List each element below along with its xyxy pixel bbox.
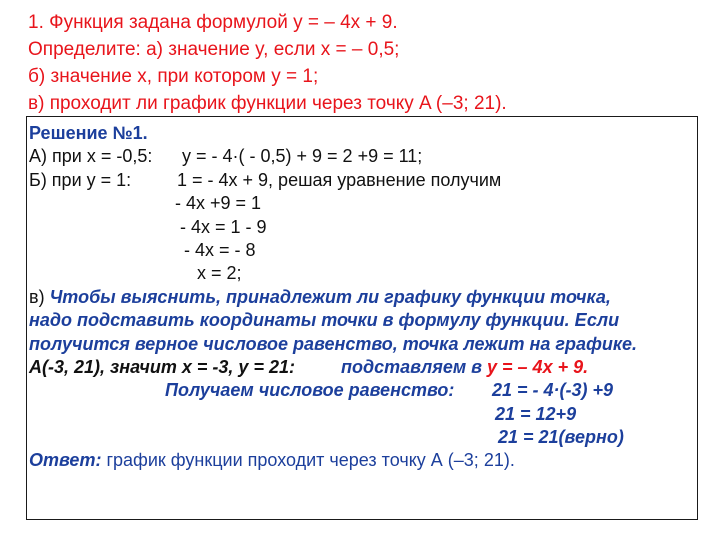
substitute-formula: у = – 4х + 9. bbox=[487, 356, 589, 377]
part-v-line-1 bbox=[29, 286, 699, 309]
step-2-text: - 4х = 1 - 9 bbox=[180, 216, 267, 237]
solution-block bbox=[29, 122, 699, 473]
part-a-work: у = - 4·( - 0,5) + 9 = 2 +9 = 11; bbox=[182, 146, 423, 167]
answer-row bbox=[29, 449, 699, 472]
equality-row bbox=[29, 379, 699, 402]
point-text: А(-3, 21), значит х = -3, у = 21: bbox=[29, 356, 295, 377]
part-b-label: Б) при у = 1: bbox=[29, 169, 132, 190]
equality-3: 21 = 21(верно) bbox=[498, 427, 624, 448]
problem-line-4: в) проходит ли график функции через точку A (–3; 21). bbox=[28, 93, 507, 114]
part-b-step-3 bbox=[29, 239, 699, 262]
part-b-row bbox=[29, 169, 699, 192]
problem-statement bbox=[28, 9, 507, 117]
step-3-text: - 4х = - 8 bbox=[184, 239, 256, 260]
part-b-step-2 bbox=[29, 216, 699, 239]
part-v-text-1: Чтобы выяснить, принадлежит ли графику функции точка, bbox=[49, 286, 611, 307]
substitute-line bbox=[341, 356, 588, 379]
solution-heading: Решение №1. bbox=[29, 123, 148, 143]
equality-1: 21 = - 4·(-3) +9 bbox=[492, 380, 614, 401]
part-v-line-3: получится верное числовое равенство, точка лежит на графике. bbox=[29, 333, 638, 354]
part-b-step-4 bbox=[29, 262, 699, 285]
answer-label: Ответ: bbox=[29, 450, 102, 471]
step-4-text: х = 2; bbox=[197, 263, 242, 284]
part-a-label: А) при х = -0,5: bbox=[29, 146, 153, 167]
part-a-row bbox=[29, 145, 699, 168]
equality-row-3 bbox=[29, 426, 699, 449]
substitute-text: подставляем в bbox=[341, 356, 488, 377]
equality-2: 21 = 12+9 bbox=[495, 403, 577, 424]
equality-row-2 bbox=[29, 403, 699, 426]
problem-line-3: б) значение x, при котором y = 1; bbox=[28, 66, 319, 87]
answer-text: график функции проходит через точку А (–3; 21). bbox=[101, 450, 515, 471]
problem-line-1: 1. Функция задана формулой y = – 4x + 9. bbox=[28, 12, 398, 33]
part-b-work: 1 = - 4х + 9, решая уравнение получим bbox=[177, 169, 502, 190]
equality-label: Получаем числовое равенство: bbox=[165, 380, 455, 401]
part-v-label: в) bbox=[29, 286, 50, 307]
problem-line-2: Определите: а) значение y, если x = – 0,5; bbox=[28, 39, 400, 60]
part-b-step-1 bbox=[29, 192, 699, 215]
step-1-text: - 4х +9 = 1 bbox=[175, 193, 262, 214]
part-v-line-2: надо подставить координаты точки в формулу функции. Если bbox=[29, 310, 620, 331]
point-row bbox=[29, 356, 699, 379]
